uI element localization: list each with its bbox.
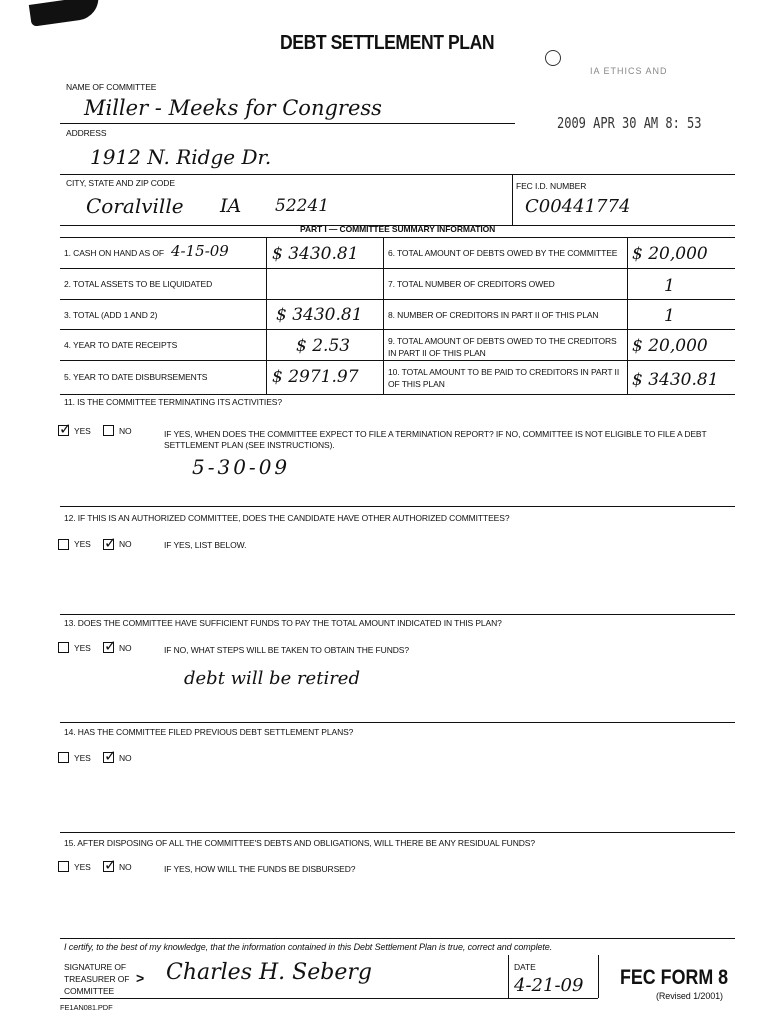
q11-answer: 5-30-09 (192, 455, 291, 479)
page-title: DEBT SETTLEMENT PLAN (280, 32, 495, 54)
q13-no-checkbox[interactable]: ✓ (104, 637, 117, 655)
q14-yes-label: YES (74, 753, 91, 763)
row2-label: 2. TOTAL ASSETS TO BE LIQUIDATED (64, 279, 213, 289)
q13-yes-checkbox[interactable] (58, 642, 69, 653)
q11-no-label: NO (119, 426, 132, 436)
q12-no-checkbox[interactable]: ✓ (104, 534, 117, 552)
q11-yes-checkbox[interactable]: ✓ (59, 420, 72, 438)
row1-date: 4-15-09 (171, 242, 229, 260)
q12-no-label: NO (119, 539, 132, 549)
stamp-received: 2009 APR 30 AM 8: 53 (557, 114, 702, 132)
row1-label: 1. CASH ON HAND AS OF (64, 248, 164, 258)
row9-label-b: IN PART II OF THIS PLAN (388, 348, 486, 358)
row9-label-a: 9. TOTAL AMOUNT OF DEBTS OWED TO THE CREDITORS (388, 336, 617, 346)
row5-label: 5. YEAR TO DATE DISBURSEMENTS (64, 372, 208, 382)
form-name: FEC FORM 8 (620, 966, 729, 989)
row10-label-b: OF THIS PLAN (388, 379, 445, 389)
row7-label: 7. TOTAL NUMBER OF CREDITORS OWED (388, 279, 555, 289)
fec-id: C00441774 (525, 196, 631, 217)
signature-date: 4-21-09 (514, 975, 584, 996)
address: 1912 N. Ridge Dr. (90, 145, 272, 169)
q14-no-checkbox[interactable]: ✓ (104, 747, 117, 765)
q13-no-label: NO (119, 643, 132, 653)
q15-yes-checkbox[interactable] (58, 861, 69, 872)
date-label: DATE (514, 962, 536, 972)
stamp-agency: IA ETHICS AND (590, 66, 668, 76)
part1-heading: PART I — COMMITTEE SUMMARY INFORMATION (300, 224, 496, 234)
state: IA (220, 195, 242, 217)
q15-yes-label: YES (74, 862, 91, 872)
row1-value: $ 3430.81 (272, 244, 359, 264)
form-revised: (Revised 1/2001) (656, 991, 723, 1001)
row7-value: 1 (664, 276, 675, 296)
q11-followup-a: IF YES, WHEN DOES THE COMMITTEE EXPECT TO FILE A TERMINATION REPORT? IF NO, COMMITTEE IS NOT ELIGIBLE TO FILE A DEBT (164, 429, 707, 439)
q13-yes-label: YES (74, 643, 91, 653)
q14-text: 14. HAS THE COMMITTEE FILED PREVIOUS DEBT SETTLEMENT PLANS? (64, 727, 354, 737)
row6-value: $ 20,000 (632, 244, 708, 264)
q12-text: 12. IF THIS IS AN AUTHORIZED COMMITTEE, DOES THE CANDIDATE HAVE OTHER AUTHORIZED COMMITTEES? (64, 513, 510, 523)
q15-no-checkbox[interactable]: ✓ (104, 856, 117, 874)
signature: Charles H. Seberg (166, 960, 372, 985)
row5-value: $ 2971.97 (272, 367, 359, 387)
q13-followup: IF NO, WHAT STEPS WILL BE TAKEN TO OBTAIN THE FUNDS? (164, 645, 409, 655)
signature-label-1: SIGNATURE OF (64, 962, 126, 972)
zip: 52241 (275, 196, 330, 216)
q11-followup-b: SETTLEMENT PLAN (SEE INSTRUCTIONS). (164, 440, 335, 450)
city-label: CITY, STATE AND ZIP CODE (66, 178, 175, 188)
committee-name: Miller - Meeks for Congress (84, 96, 382, 120)
row3-label: 3. TOTAL (ADD 1 AND 2) (64, 310, 158, 320)
seal-icon (545, 50, 561, 66)
row8-value: 1 (664, 306, 675, 326)
certification-statement: I certify, to the best of my knowledge, that the information contained in this Debt Settlement Plan is true, correct and complete. (64, 942, 553, 952)
signature-label-3: COMMITTEE (64, 986, 115, 996)
q11-no-checkbox[interactable] (103, 425, 114, 436)
q15-text: 15. AFTER DISPOSING OF ALL THE COMMITTEE'S DEBTS AND OBLIGATIONS, WILL THERE BE ANY RESIDUAL FUNDS? (64, 838, 535, 848)
row3-value: $ 3430.81 (276, 305, 363, 325)
q14-no-label: NO (119, 753, 132, 763)
row4-value: $ 2.53 (296, 336, 351, 356)
row6-label: 6. TOTAL AMOUNT OF DEBTS OWED BY THE COMMITTEE (388, 248, 618, 258)
q13-answer: debt will be retired (184, 668, 360, 689)
q15-no-label: NO (119, 862, 132, 872)
committee-name-label: NAME OF COMMITTEE (66, 82, 157, 92)
q14-yes-checkbox[interactable] (58, 752, 69, 763)
row9-value: $ 20,000 (632, 336, 708, 356)
q11-yes-label: YES (74, 426, 91, 436)
q11-text: 11. IS THE COMMITTEE TERMINATING ITS ACTIVITIES? (64, 397, 282, 407)
row4-label: 4. YEAR TO DATE RECEIPTS (64, 340, 178, 350)
q12-followup: IF YES, LIST BELOW. (164, 540, 247, 550)
row10-label-a: 10. TOTAL AMOUNT TO BE PAID TO CREDITORS IN PART II (388, 367, 620, 377)
corner-mark (29, 0, 101, 27)
fec-id-label: FEC I.D. NUMBER (516, 181, 587, 191)
file-id: FE1AN081.PDF (60, 1003, 113, 1012)
city: Coralville (86, 194, 184, 218)
q15-followup: IF YES, HOW WILL THE FUNDS BE DISBURSED? (164, 864, 356, 874)
address-label: ADDRESS (66, 128, 107, 138)
q13-text: 13. DOES THE COMMITTEE HAVE SUFFICIENT FUNDS TO PAY THE TOTAL AMOUNT INDICATED IN THIS PLAN? (64, 618, 502, 628)
row10-value: $ 3430.81 (632, 370, 719, 390)
signature-arrow: > (136, 970, 145, 986)
signature-label-2: TREASURER OF (64, 974, 130, 984)
row8-label: 8. NUMBER OF CREDITORS IN PART II OF THIS PLAN (388, 310, 599, 320)
q12-yes-label: YES (74, 539, 91, 549)
q12-yes-checkbox[interactable] (58, 539, 69, 550)
